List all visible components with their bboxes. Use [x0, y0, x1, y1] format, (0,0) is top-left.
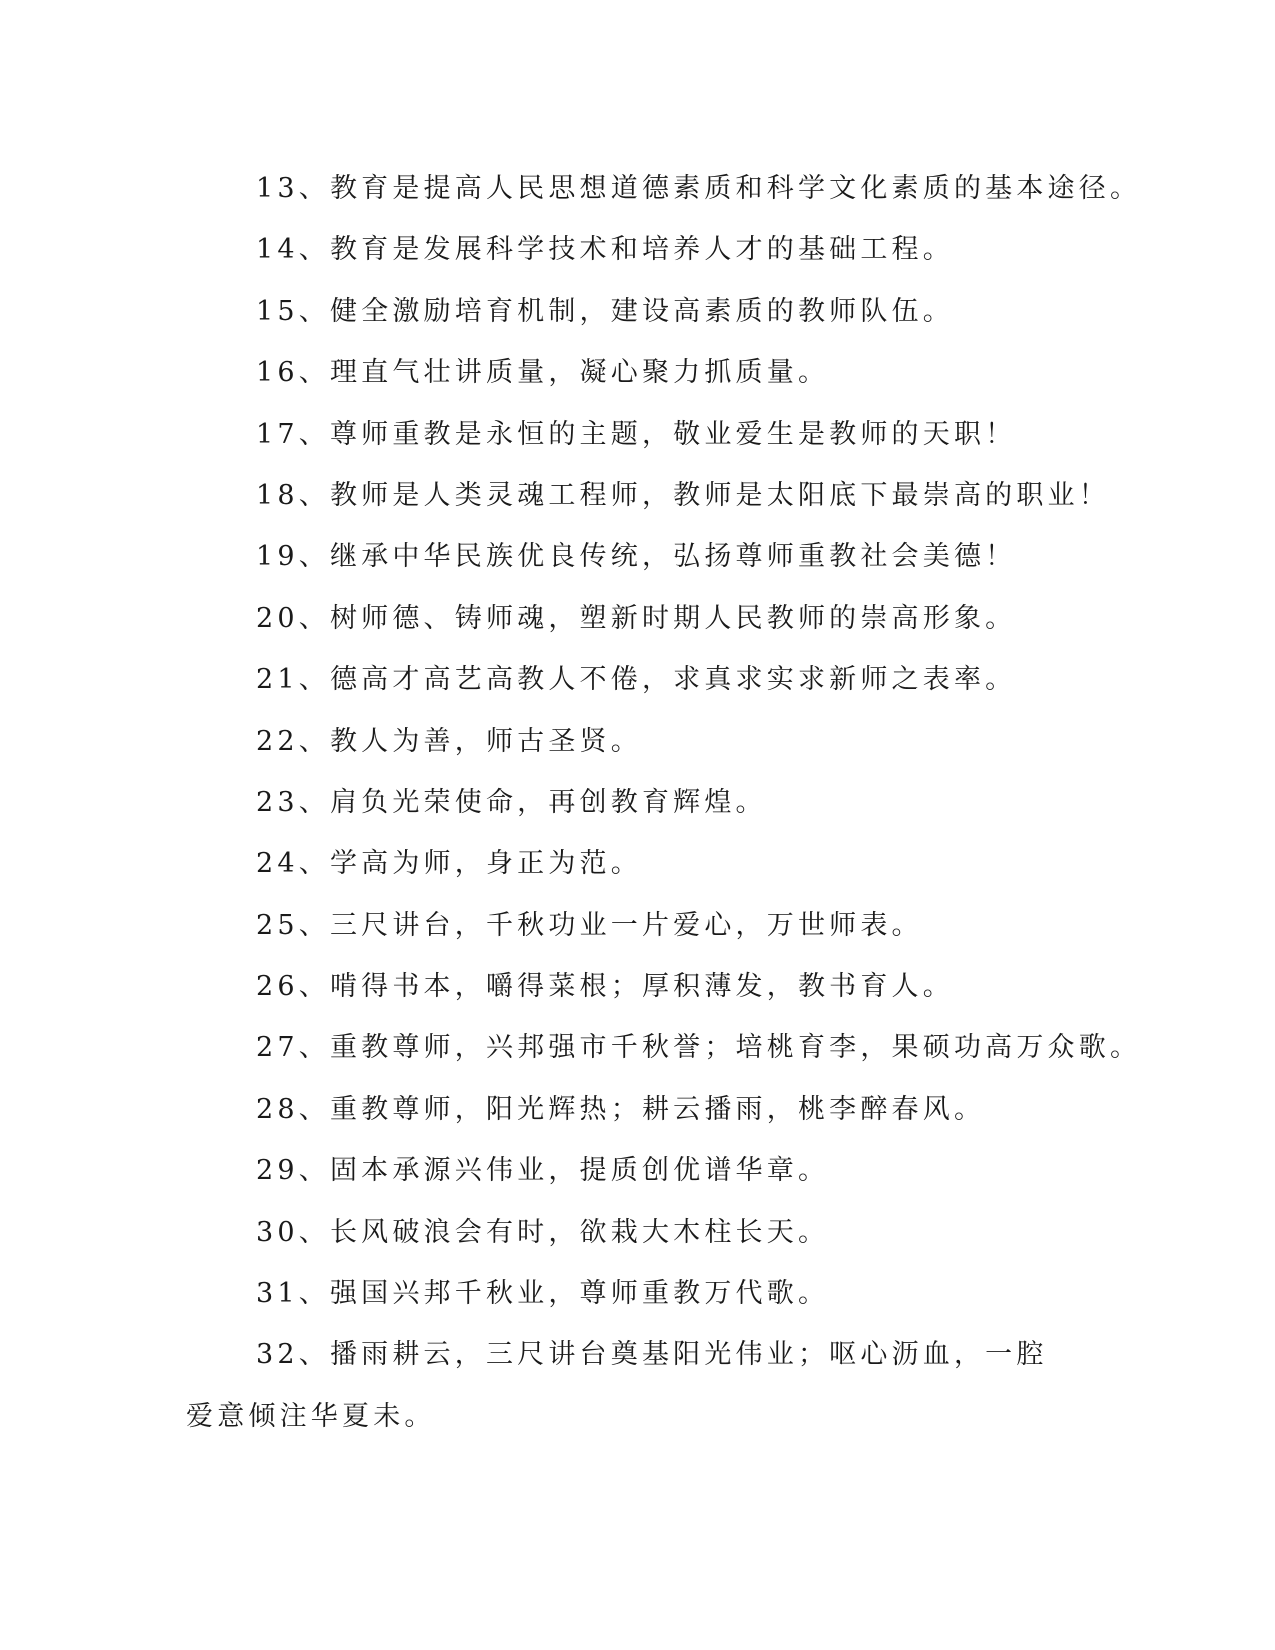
list-item: 26、啃得书本，嚼得菜根；厚积薄发，教书育人。	[256, 971, 954, 1003]
list-item: 21、德高才高艺高教人不倦，求真求实求新师之表率。	[256, 664, 1017, 696]
list-item: 31、强国兴邦千秋业，尊师重教万代歌。	[256, 1278, 830, 1310]
document-body	[186, 158, 1142, 1447]
list-item: 16、理直气壮讲质量，凝心聚力抓质量。	[256, 357, 830, 389]
list-item: 29、固本承源兴伟业，提质创优谱华章。	[256, 1155, 830, 1187]
list-item: 25、三尺讲台，千秋功业一片爱心，万世师表。	[256, 909, 923, 941]
list-item: 17、尊师重教是永恒的主题，敬业爱生是教师的天职！	[256, 418, 1017, 450]
list-item: 28、重教尊师，阳光辉热；耕云播雨，桃李醉春风。	[256, 1093, 986, 1125]
list-item: 32、播雨耕云，三尺讲台奠基阳光伟业；呕心沥血，一腔爱意倾注华夏未。	[186, 1339, 1048, 1432]
list-item: 19、继承中华民族优良传统，弘扬尊师重教社会美德！	[256, 541, 1017, 573]
list-item: 13、教育是提高人民思想道德素质和科学文化素质的基本途径。	[256, 173, 1142, 204]
list-item: 30、长风破浪会有时，欲栽大木柱长天。	[256, 1216, 830, 1248]
list-item: 23、肩负光荣使命，再创教育辉煌。	[256, 786, 767, 818]
list-item: 18、教师是人类灵魂工程师，教师是太阳底下最崇高的职业！	[256, 479, 1110, 511]
list-item: 15、健全激励培育机制，建设高素质的教师队伍。	[256, 295, 954, 327]
list-item: 27、重教尊师，兴邦强市千秋誉；培桃育李，果硕功高万众歌。	[256, 1032, 1142, 1064]
list-item: 24、学高为师，身正为范。	[256, 848, 642, 880]
list-item: 20、树师德、铸师魂，塑新时期人民教师的崇高形象。	[256, 602, 1017, 634]
list-item: 22、教人为善，师古圣贤。	[256, 725, 642, 757]
list-item: 14、教育是发展科学技术和培养人才的基础工程。	[256, 234, 954, 266]
